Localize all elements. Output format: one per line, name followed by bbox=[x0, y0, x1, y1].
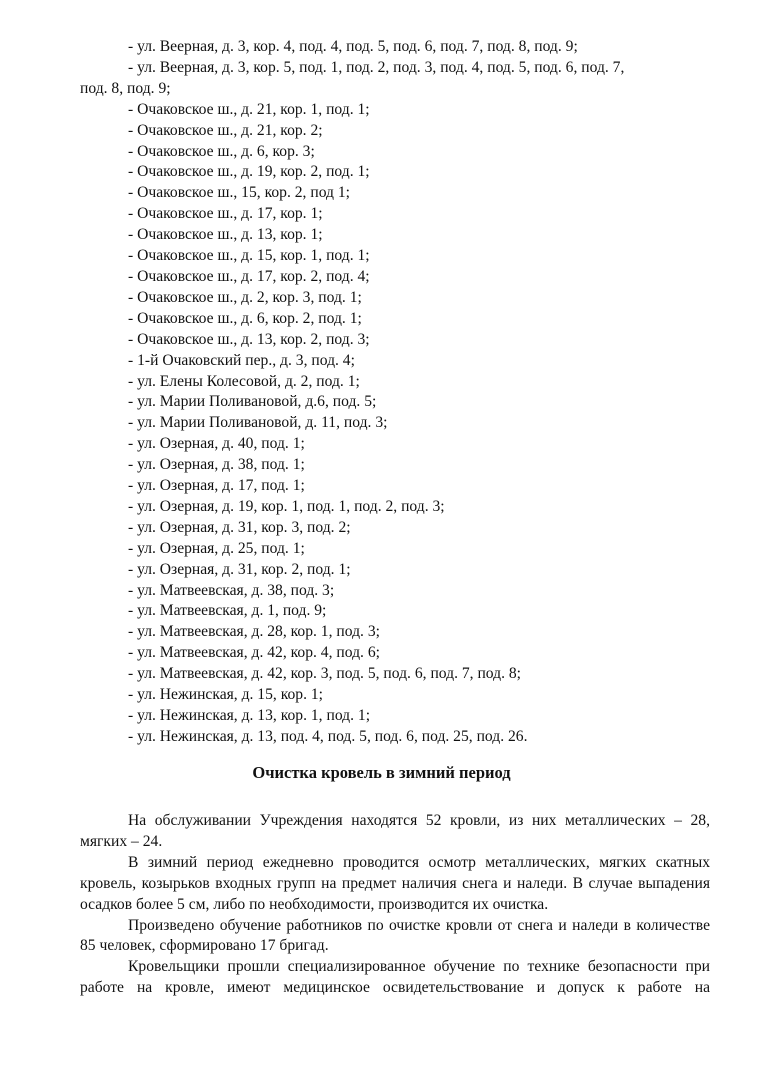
list-item-continuation: под. 8, под. 9; bbox=[80, 79, 171, 97]
paragraph: Кровельщики прошли специализированное обучение по технике безопасности при работе на кровле, имеют медицинское освидетельствование и допуск к работе на bbox=[80, 958, 710, 997]
list-item: - ул. Нежинская, д. 13, под. 4, под. 5, под. 6, под. 25, под. 26. bbox=[128, 727, 528, 745]
list-item: - Очаковское ш., д. 17, кор. 2, под. 4; bbox=[128, 267, 370, 285]
list-item: - Очаковское ш., д. 17, кор. 1; bbox=[128, 205, 323, 223]
list-item: - Очаковское ш., д. 13, кор. 1; bbox=[128, 226, 323, 244]
list-item: - Очаковское ш., д. 6, кор. 2, под. 1; bbox=[128, 309, 362, 327]
list-item: - ул. Веерная, д. 3, кор. 5, под. 1, под. 2, под. 3, под. 4, под. 5, под. 6, под. 7, bbox=[128, 58, 625, 76]
list-item: - ул. Озерная, д. 40, под. 1; bbox=[128, 435, 305, 453]
list-item: - ул. Веерная, д. 3, кор. 4, под. 4, под. 5, под. 6, под. 7, под. 8, под. 9; bbox=[128, 38, 578, 55]
list-item: - 1-й Очаковский пер., д. 3, под. 4; bbox=[128, 351, 355, 369]
list-item: - ул. Озерная, д. 25, под. 1; bbox=[128, 539, 305, 557]
list-item: - ул. Матвеевская, д. 28, кор. 1, под. 3; bbox=[128, 623, 380, 641]
paragraph: На обслуживании Учреждения находятся 52 кровли, из них металлических – 28, мягких – 24. bbox=[80, 812, 710, 850]
list-item: - Очаковское ш., д. 21, кор. 2; bbox=[128, 121, 323, 139]
list-item: - ул. Озерная, д. 17, под. 1; bbox=[128, 477, 305, 495]
list-item: - ул. Нежинская, д. 15, кор. 1; bbox=[128, 686, 324, 704]
list-item: - ул. Марии Поливановой, д. 11, под. 3; bbox=[128, 414, 388, 432]
body-text bbox=[80, 811, 710, 999]
list-item: - Очаковское ш., д. 13, кор. 2, под. 3; bbox=[128, 330, 370, 348]
list-item: - ул. Матвеевская, д. 38, под. 3; bbox=[128, 581, 335, 599]
list-item: - ул. Матвеевская, д. 42, кор. 3, под. 5, под. 6, под. 7, под. 8; bbox=[128, 665, 522, 683]
list-item: - ул. Озерная, д. 19, кор. 1, под. 1, под. 2, под. 3; bbox=[128, 497, 445, 515]
list-item: - Очаковское ш., д. 2, кор. 3, под. 1; bbox=[128, 288, 362, 306]
list-item: - ул. Озерная, д. 38, под. 1; bbox=[128, 456, 305, 474]
list-item: - ул. Марии Поливановой, д.6, под. 5; bbox=[128, 393, 377, 411]
list-item: - ул. Нежинская, д. 13, кор. 1, под. 1; bbox=[128, 707, 371, 724]
list-item: - ул. Матвеевская, д. 42, кор. 4, под. 6; bbox=[128, 644, 380, 662]
paragraph: Произведено обучение работников по очистке кровли от снега и наледи в количестве 85 человек, сформировано 17 бригад. bbox=[80, 916, 710, 955]
list-item: - Очаковское ш., 15, кор. 2, под 1; bbox=[128, 184, 350, 202]
paragraph: В зимний период ежедневно проводится осмотр металлических, мягких скатных кровель, козырьков входных групп на предмет наличия снега и наледи. В случае выпадения осадков более 5 см, либо по необходимости, производится их очистка. bbox=[80, 853, 710, 913]
section-heading: Очистка кровель в зимний период bbox=[252, 763, 511, 782]
address-list bbox=[80, 37, 718, 748]
list-item: - Очаковское ш., д. 6, кор. 3; bbox=[128, 142, 315, 160]
list-item: - Очаковское ш., д. 21, кор. 1, под. 1; bbox=[128, 100, 370, 118]
list-item: - Очаковское ш., д. 19, кор. 2, под. 1; bbox=[128, 163, 370, 181]
list-item: - ул. Матвеевская, д. 1, под. 9; bbox=[128, 602, 327, 620]
list-item: - ул. Озерная, д. 31, кор. 3, под. 2; bbox=[128, 518, 351, 536]
list-item: - ул. Озерная, д. 31, кор. 2, под. 1; bbox=[128, 560, 351, 578]
list-item: - Очаковское ш., д. 15, кор. 1, под. 1; bbox=[128, 247, 370, 265]
list-item: - ул. Елены Колесовой, д. 2, под. 1; bbox=[128, 372, 360, 390]
